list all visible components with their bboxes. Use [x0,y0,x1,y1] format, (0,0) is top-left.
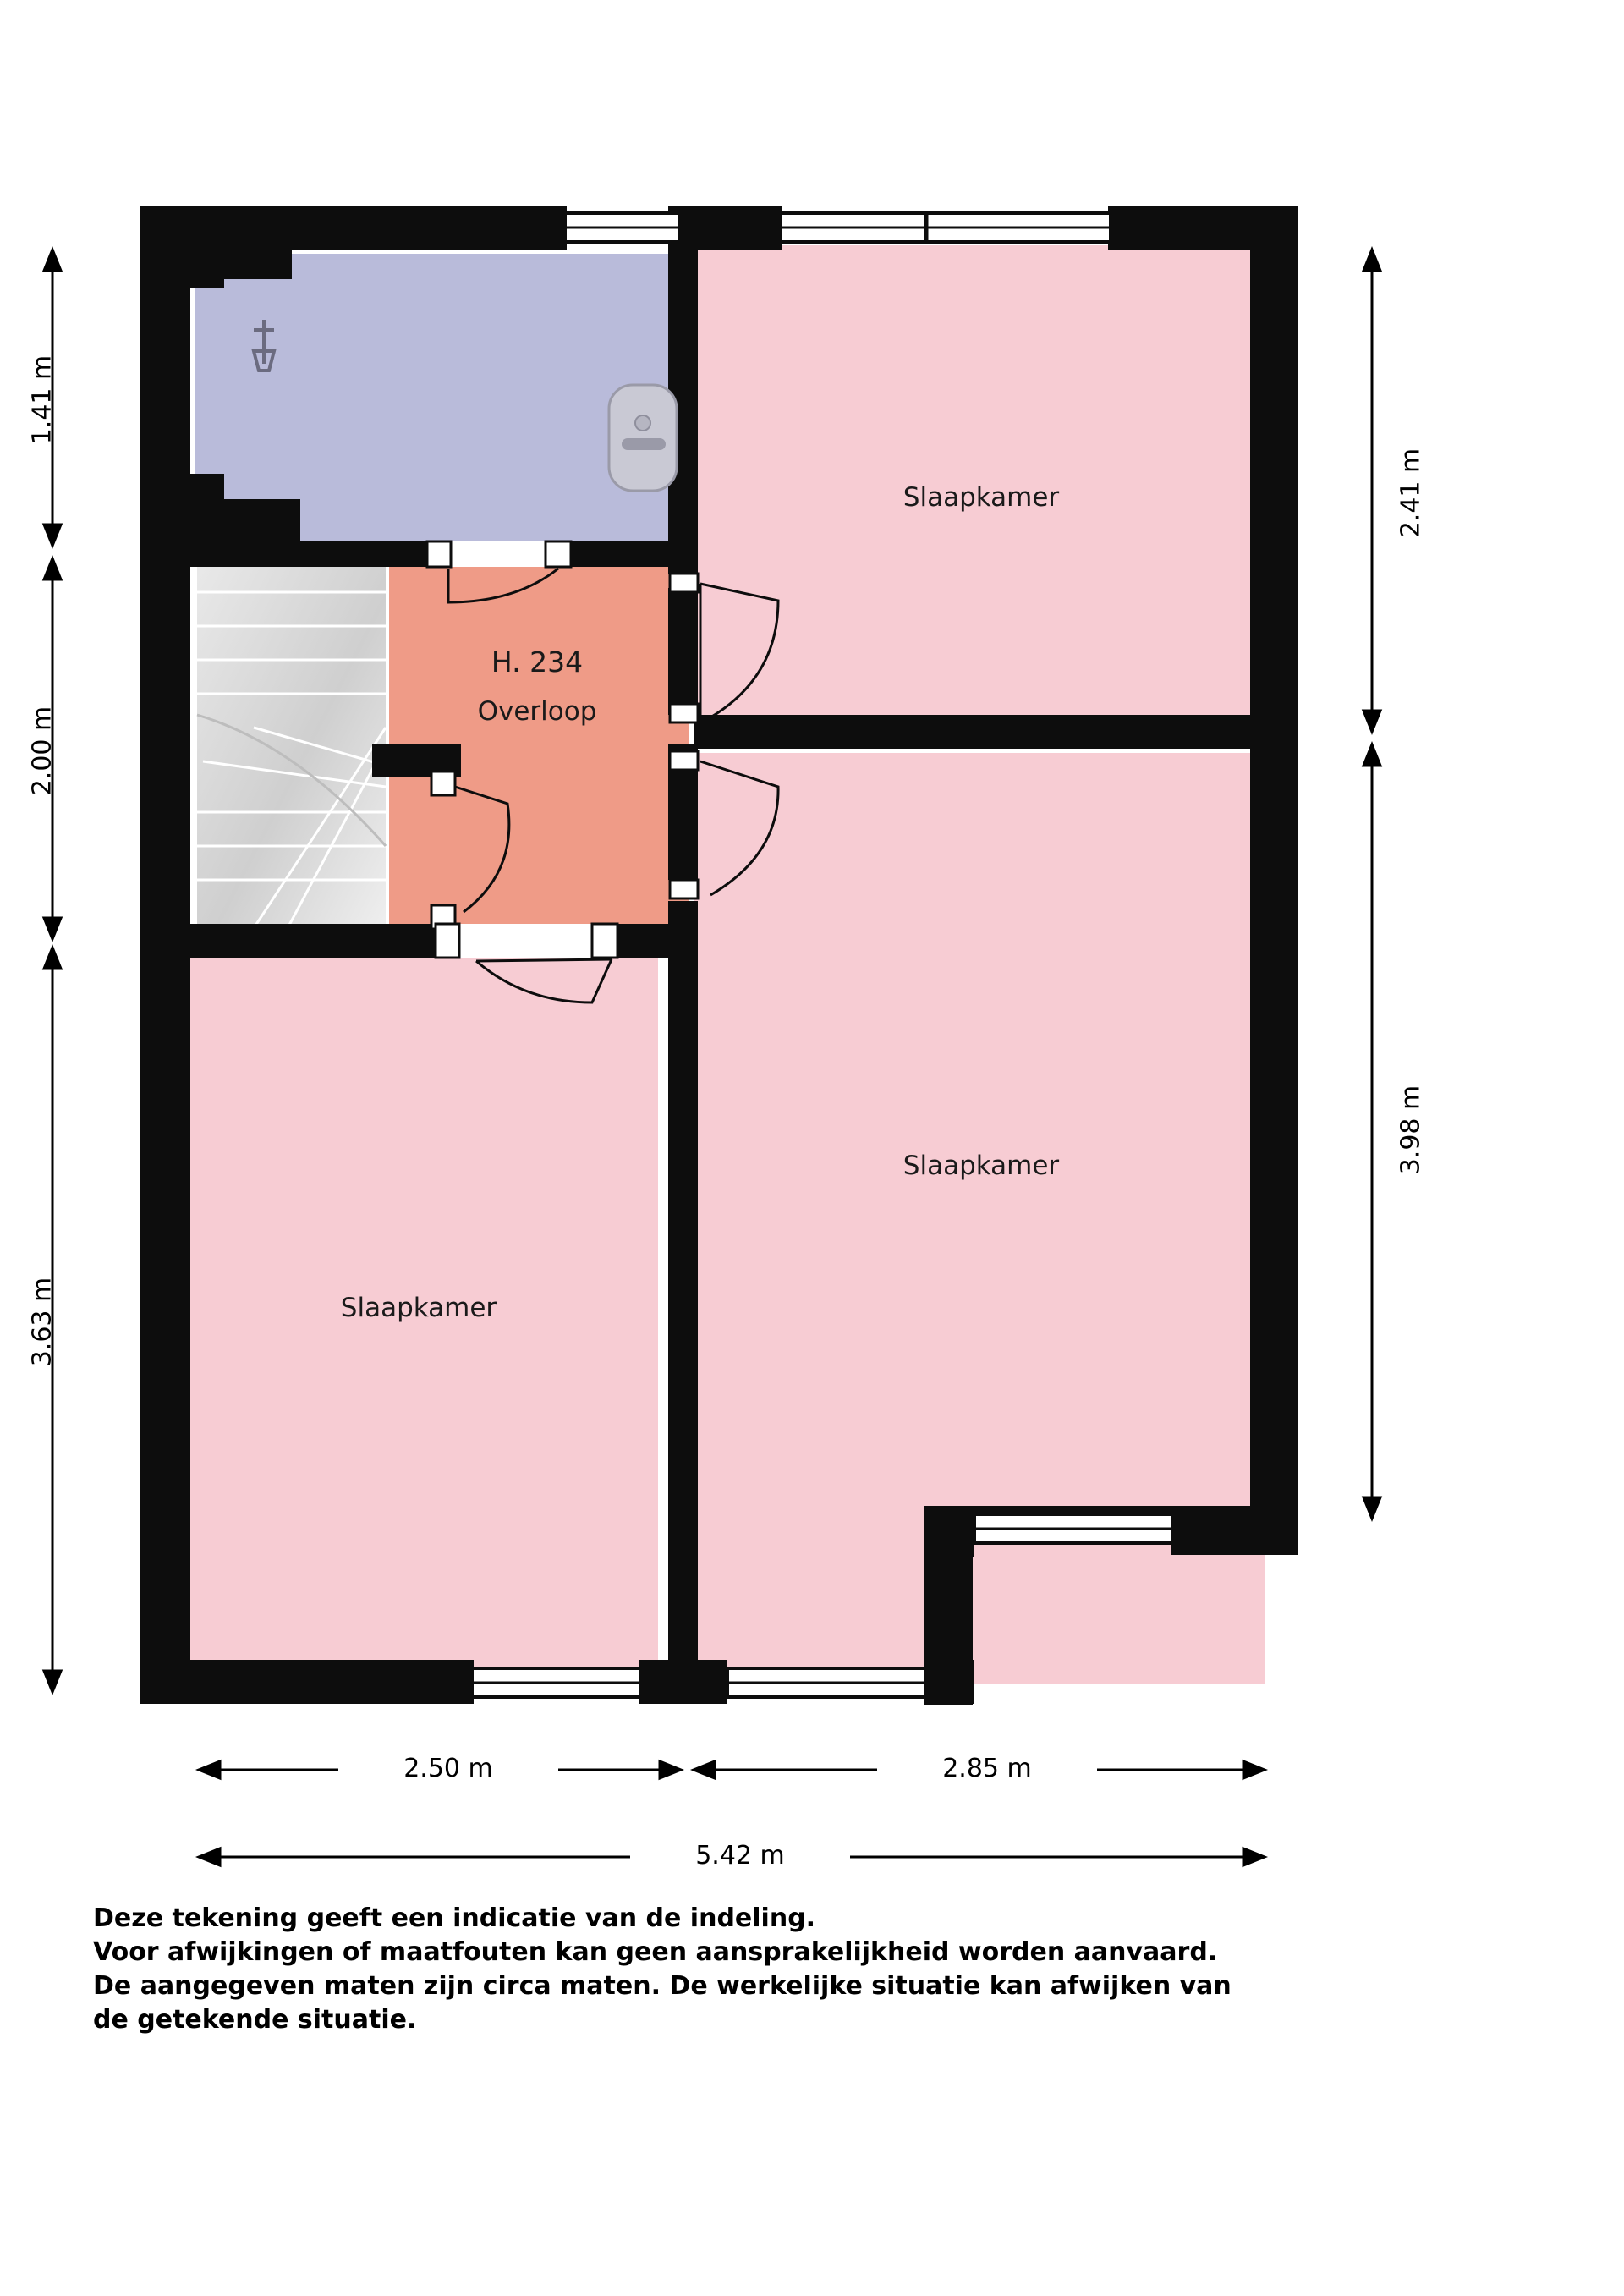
room-fills [176,245,1265,1688]
dimension-bottom-1: 2.50 m [338,1754,558,1783]
disclaimer [93,1902,1607,2037]
room-label-bedroom-top-right: Slaapkamer [903,482,1060,513]
dimension-left-2: 2.00 m [27,706,58,796]
dimension-left-1: 1.41 m [27,354,58,445]
room-fill-bathroom-notch [195,254,237,508]
disclaimer-line-3: De aangegeven maten zijn circa maten. De werkelijke situatie kan afwijken van [93,1970,1232,2001]
room-fill-bedroom-bottom-right-ext [694,1506,930,1688]
dimension-left-3: 3.63 m [27,1277,58,1367]
staircase [197,560,386,928]
disclaimer-line-4: de getekende situatie. [93,2004,417,2035]
dimension-right-1: 2.41 m [1396,448,1426,538]
disclaimer-line-1: Deze tekening geeft een indicatie van de indeling. [93,1903,816,1933]
room-label-bedroom-bottom-left: Slaapkamer [340,1293,497,1323]
dimension-bottom-total: 5.42 m [630,1841,850,1870]
room-label-landing: Overloop [477,696,597,727]
room-label-bedroom-bottom-right: Slaapkamer [903,1151,1060,1181]
dimension-bottom-2: 2.85 m [877,1754,1097,1783]
dimension-right-2: 3.98 m [1396,1085,1426,1175]
room-code-landing: H. 234 [491,645,584,678]
disclaimer-line-2: Voor afwijkingen of maatfouten kan geen aansprakelijkheid worden aanvaard. [93,1936,1218,1967]
